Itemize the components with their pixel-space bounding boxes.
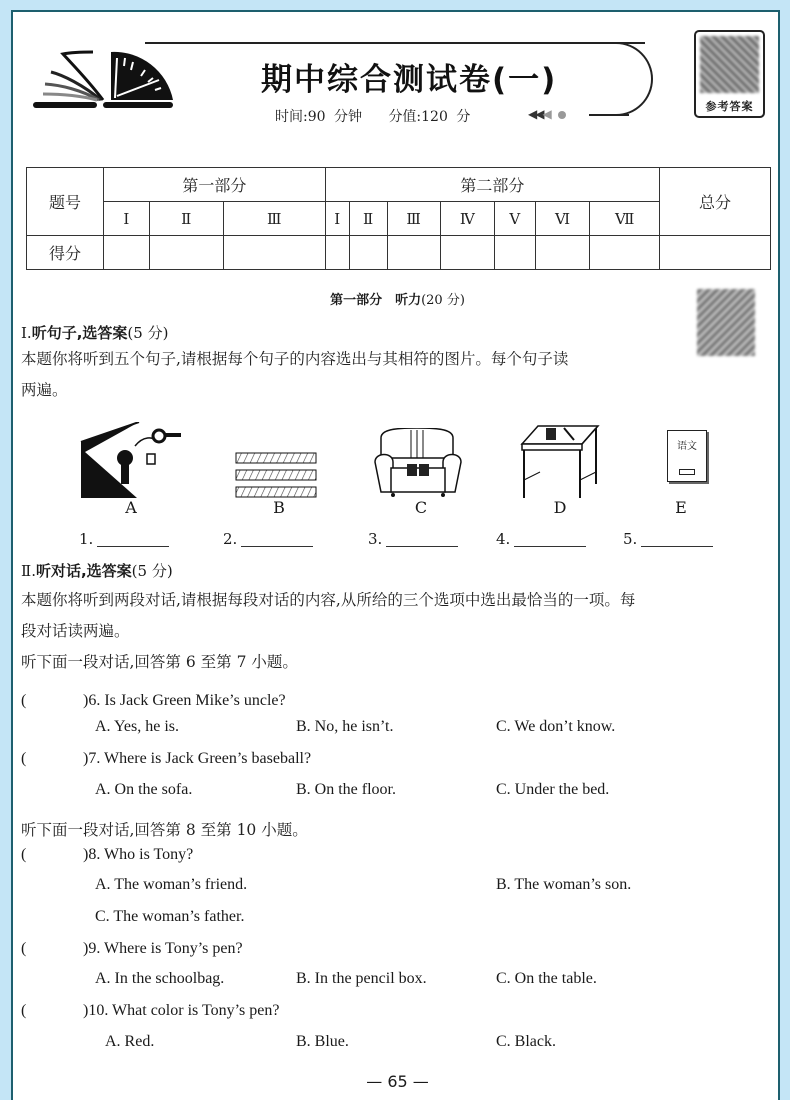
blank-line[interactable] — [386, 546, 458, 547]
score-cell[interactable] — [149, 236, 223, 270]
section2-instructions — [21, 585, 635, 678]
option-c[interactable]: C. Black. — [496, 1033, 556, 1050]
exam-meta — [275, 106, 488, 126]
score-cell[interactable] — [104, 236, 150, 270]
question-6 — [21, 692, 286, 710]
question-9 — [21, 940, 243, 958]
answer-paren[interactable]: ( — [21, 846, 27, 863]
score-cell[interactable] — [325, 236, 349, 270]
total-score: 分值:120 分 — [388, 109, 471, 125]
picture-label-d: D — [553, 498, 567, 517]
option-c[interactable]: C. The woman’s father. — [95, 908, 245, 925]
section1-title-text: 听句子,选答案 — [31, 324, 128, 342]
instructions-line: 本题你将听到五个句子,请根据每个句子的内容选出与其相符的图片。每个句子读 — [21, 350, 569, 368]
section-header: Ⅵ — [535, 202, 590, 236]
total-score-cell[interactable] — [660, 236, 771, 270]
option-b[interactable]: B. The woman’s son. — [496, 876, 632, 893]
qr-label: 参考答案 — [705, 100, 754, 113]
score-cell[interactable] — [440, 236, 495, 270]
open-book-logo-icon — [33, 40, 193, 110]
score-table — [26, 167, 771, 270]
option-a[interactable]: A. Yes, he is. — [95, 718, 180, 735]
option-c[interactable]: C. Under the bed. — [496, 781, 610, 798]
section2-numeral: Ⅱ. — [21, 562, 36, 580]
answer-blank-4[interactable] — [496, 530, 586, 548]
book-title: 语文 — [677, 441, 697, 452]
listening-qr-code-icon[interactable] — [697, 289, 755, 356]
picture-label-c: C — [414, 498, 428, 517]
option-a[interactable]: A. On the sofa. — [95, 781, 193, 798]
header-rule-top — [145, 42, 645, 44]
section-header: Ⅲ — [387, 202, 440, 236]
qr-code-icon — [700, 36, 759, 93]
instructions-line: 两遍。 — [21, 381, 68, 399]
part1-header: 第一部分 — [104, 168, 326, 202]
instructions-line: 段对话读两遍。 — [21, 622, 130, 640]
question-text: )10. What color is Tony’s pen? — [83, 1002, 280, 1019]
part1-heading-text: 第一部分 听力 — [330, 293, 422, 308]
section-header: Ⅰ — [325, 202, 349, 236]
question-text: )9. Where is Tony’s pen? — [83, 940, 243, 957]
keys-on-desk-icon — [77, 422, 189, 498]
score-cell[interactable] — [223, 236, 325, 270]
blank-number: 5. — [623, 530, 638, 548]
question-10 — [21, 1002, 279, 1020]
answer-paren[interactable]: ( — [21, 750, 27, 767]
desk-icon — [520, 424, 600, 500]
answer-blank-2[interactable] — [223, 530, 313, 548]
page-number: — 65 — — [366, 1072, 429, 1091]
header-rule-bottom — [589, 114, 629, 116]
stacked-rulers-icon — [235, 452, 317, 498]
chinese-book-icon — [667, 430, 707, 482]
answer-qr-code[interactable] — [694, 30, 765, 118]
answer-paren[interactable]: ( — [21, 1002, 27, 1019]
section-header: Ⅰ — [104, 202, 150, 236]
picture-label-e: E — [675, 498, 687, 517]
section-header: Ⅲ — [223, 202, 325, 236]
section-header: Ⅶ — [590, 202, 660, 236]
option-c[interactable]: C. On the table. — [496, 970, 597, 987]
blank-number: 2. — [223, 530, 238, 548]
blank-line[interactable] — [641, 546, 713, 547]
part1-heading — [13, 289, 782, 308]
option-b[interactable]: B. Blue. — [296, 1033, 349, 1050]
option-a[interactable]: A. Red. — [105, 1033, 155, 1050]
question-text: )6. Is Jack Green Mike’s uncle? — [83, 692, 286, 709]
section2-title-text: 听对话,选答案 — [35, 562, 132, 580]
score-cell[interactable] — [495, 236, 535, 270]
time-limit: 时间:90 分钟 — [275, 109, 362, 125]
armchair-icon — [373, 428, 463, 498]
part2-header: 第二部分 — [325, 168, 659, 202]
question-8 — [21, 846, 193, 864]
total-header: 总分 — [660, 168, 771, 236]
score-cell[interactable] — [349, 236, 387, 270]
answer-blank-1[interactable] — [79, 530, 169, 548]
dialogue2-intro: 听下面一段对话,回答第 8 至第 10 小题。 — [21, 821, 308, 839]
part1-points: (20 分) — [421, 293, 465, 308]
page-title: 期中综合测试卷(一) — [261, 62, 558, 98]
option-b[interactable]: B. On the floor. — [296, 781, 396, 798]
blank-line[interactable] — [241, 546, 313, 547]
arrows-decoration-icon: ◀◀◀ — [528, 107, 566, 121]
section-header: Ⅴ — [495, 202, 535, 236]
section-header: Ⅱ — [349, 202, 387, 236]
option-a[interactable]: A. In the schoolbag. — [95, 970, 225, 987]
section1-instructions — [21, 344, 568, 406]
option-c[interactable]: C. We don’t know. — [496, 718, 616, 735]
blank-number: 4. — [496, 530, 511, 548]
option-b[interactable]: B. No, he isn’t. — [296, 718, 394, 735]
section-header: Ⅳ — [440, 202, 495, 236]
dialogue-intro: 听下面一段对话,回答第 6 至第 7 小题。 — [21, 653, 298, 671]
question-text: )8. Who is Tony? — [83, 846, 194, 863]
exam-page — [11, 10, 780, 1100]
instructions-line: 本题你将听到两段对话,请根据每段对话的内容,从所给的三个选项中选出最恰当的一项。每 — [21, 591, 636, 609]
question-7 — [21, 750, 311, 768]
picture-label-b: B — [273, 498, 285, 517]
score-cell[interactable] — [535, 236, 590, 270]
section2-title — [21, 560, 173, 581]
blank-line[interactable] — [514, 546, 586, 547]
option-a[interactable]: A. The woman’s friend. — [95, 876, 248, 893]
section1-title — [21, 322, 168, 343]
question-text: )7. Where is Jack Green’s baseball? — [83, 750, 312, 767]
section2-points: (5 分) — [131, 562, 173, 580]
answer-blank-5[interactable] — [623, 530, 713, 548]
answer-paren[interactable]: ( — [21, 940, 27, 957]
section1-numeral: Ⅰ. — [21, 324, 32, 342]
score-cell[interactable] — [590, 236, 660, 270]
picture-label-a: A — [125, 498, 137, 517]
answer-blank-3[interactable] — [368, 530, 458, 548]
score-cell[interactable] — [387, 236, 440, 270]
blank-line[interactable] — [97, 546, 169, 547]
answer-paren[interactable]: ( — [21, 692, 27, 709]
header-arc — [593, 42, 653, 116]
section1-points: (5 分) — [127, 324, 169, 342]
row-header-score: 得分 — [27, 236, 104, 270]
blank-number: 1. — [79, 530, 94, 548]
blank-number: 3. — [368, 530, 383, 548]
option-b[interactable]: B. In the pencil box. — [296, 970, 427, 987]
section-header: Ⅱ — [149, 202, 223, 236]
row-header-question: 题号 — [27, 168, 104, 236]
